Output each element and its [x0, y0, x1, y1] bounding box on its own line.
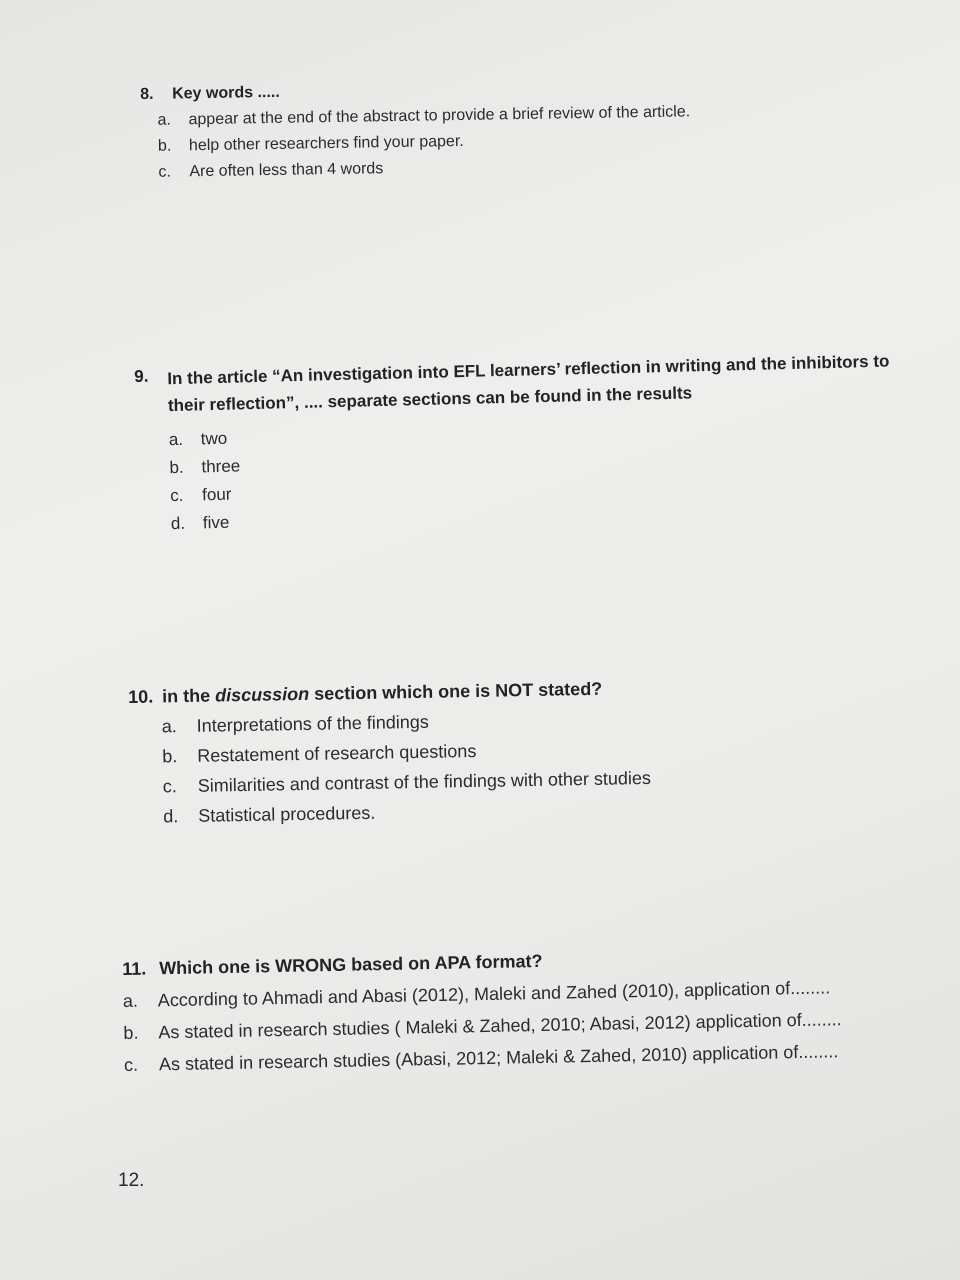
question-text-emphasis: discussion — [215, 683, 310, 706]
option-letter: a. — [122, 990, 139, 1011]
option-text: five — [202, 512, 230, 533]
question-text — [162, 678, 602, 708]
option-text: As stated in research studies ( Maleki & Zahed, 2010; Abasi, 2012) application of........ — [158, 1009, 842, 1043]
question-text: Which one is WRONG based on APA format? — [159, 950, 543, 979]
option-letter: a. — [157, 111, 172, 129]
option-text: Restatement of research questions — [197, 740, 477, 766]
option-letter: b. — [123, 1022, 139, 1043]
option-letter: c. — [162, 776, 177, 797]
option-c — [130, 767, 652, 798]
option-b — [129, 737, 651, 768]
question-12 — [118, 1170, 144, 1192]
question-10 — [128, 677, 652, 828]
option-d — [130, 797, 652, 828]
question-text-before: in the — [162, 685, 216, 707]
question-number: 9. — [134, 366, 149, 386]
question-number: 10. — [128, 686, 154, 707]
question-9 — [134, 346, 938, 535]
question-text-after: section which one is NOT stated? — [309, 678, 603, 704]
question-8-stem — [140, 75, 690, 106]
option-text: Similarities and contrast of the findings with other studies — [197, 767, 652, 796]
question-9-stem — [134, 346, 935, 420]
option-text: Interpretations of the findings — [196, 711, 430, 736]
question-number: 12. — [118, 1170, 145, 1191]
option-letter: a. — [168, 429, 184, 450]
option-letter: b. — [169, 457, 184, 478]
option-letter: d. — [163, 806, 179, 827]
question-11-stem — [122, 944, 841, 980]
option-c — [141, 153, 691, 184]
option-text: Are often less than 4 words — [189, 160, 384, 181]
option-letter: c. — [123, 1054, 139, 1075]
option-text: As stated in research studies (Abasi, 2012; Maleki & Zahed, 2010) application of........ — [158, 1041, 839, 1075]
option-a — [129, 707, 651, 738]
question-number: 8. — [140, 85, 154, 103]
question-8 — [140, 75, 691, 184]
option-text: appear at the end of the abstract to provide a brief review of the article. — [188, 103, 691, 129]
option-b — [141, 127, 691, 158]
option-a — [140, 101, 690, 132]
option-letter: b. — [157, 137, 172, 155]
question-text: Key words ..... — [172, 83, 280, 103]
option-a — [123, 976, 842, 1012]
question-text: In the article “An investigation into EFL learners’ reflection in writing and the inhibitors to their reflection”, .... separate sections can be found in the results — [167, 351, 890, 416]
option-text: Statistical procedures. — [198, 802, 376, 826]
option-text: According to Ahmadi and Abasi (2012), Maleki and Zahed (2010), application of........ — [157, 977, 831, 1011]
question-10-stem — [128, 677, 650, 708]
option-text: help other researchers find your paper. — [188, 132, 464, 155]
option-letter: c. — [158, 163, 171, 181]
option-letter: d. — [170, 513, 186, 534]
question-number: 11. — [122, 958, 147, 979]
option-text: three — [201, 456, 241, 477]
option-text: four — [201, 484, 232, 505]
question-11 — [122, 944, 843, 1076]
option-b — [123, 1008, 842, 1044]
option-letter: c. — [169, 485, 184, 506]
option-text: two — [200, 428, 228, 449]
option-letter: a. — [161, 716, 177, 737]
option-letter: b. — [162, 746, 178, 767]
option-c — [124, 1040, 843, 1076]
